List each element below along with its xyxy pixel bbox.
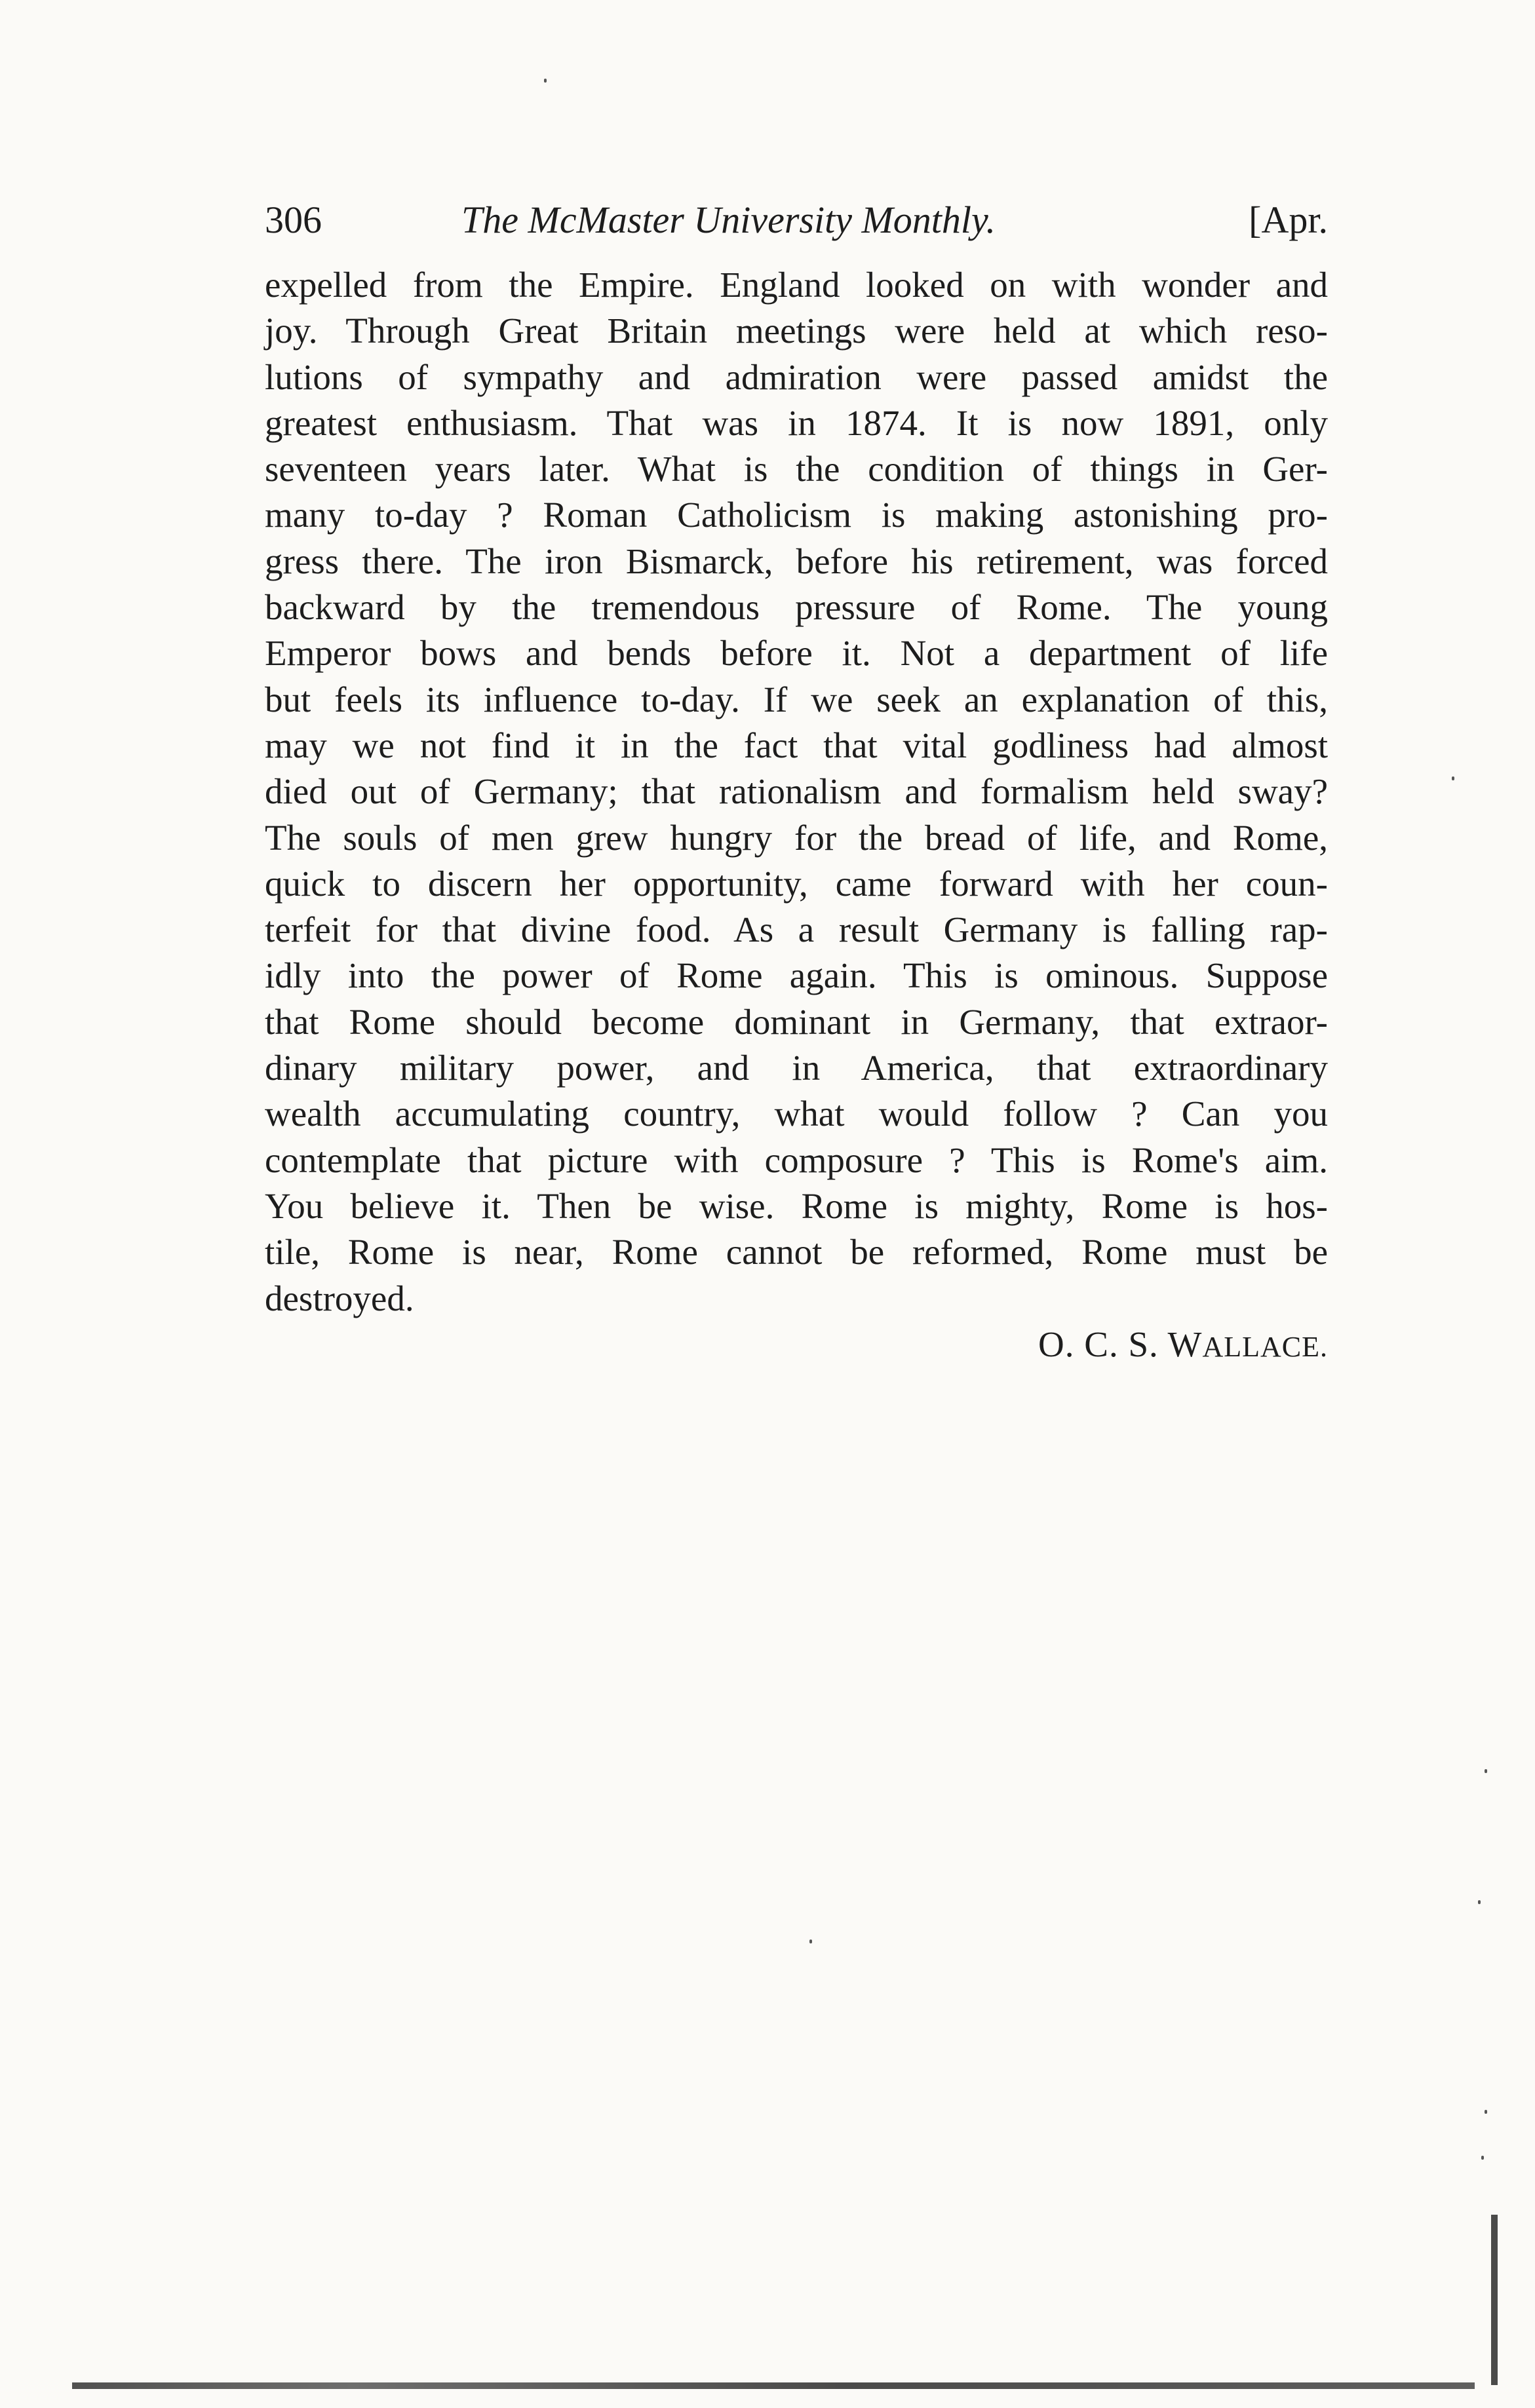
text-line: gress there. The iron Bismarck, before his retirement, was forced [265, 541, 1328, 581]
scan-speck [1481, 2156, 1484, 2160]
scan-edge-bottom [72, 2382, 1475, 2389]
text-line: many to-day ? Roman Catholicism is making astonishing pro- [265, 495, 1328, 535]
text-line: lutions of sympathy and admiration were passed amidst the [265, 356, 1328, 397]
text-line: dinary military power, and in America, that extraordinary [265, 1048, 1328, 1088]
scan-speck [1485, 1769, 1487, 1773]
text-line: greatest enthusiasm. That was in 1874. It is now 1891, only [265, 402, 1328, 443]
body-paragraph [265, 262, 1328, 1322]
text-line: backward by the tremendous pressure of Rome. The young [265, 587, 1328, 628]
text-line: expelled from the Empire. England looked on with wonder and [265, 265, 1328, 305]
text-line: tile, Rome is near, Rome cannot be reformed, Rome must be [265, 1232, 1328, 1272]
text-line: but feels its influence to-day. If we seek an explanation of this, [265, 679, 1328, 719]
text-line: Emperor bows and bends before it. Not a department of life [265, 633, 1328, 674]
scan-speck [544, 79, 547, 83]
scan-speck [809, 1940, 812, 1943]
text-line: wealth accumulating country, what would follow ? Can you [265, 1094, 1328, 1134]
text-line: The souls of men grew hungry for the bread of life, and Rome, [265, 817, 1328, 858]
text-line: idly into the power of Rome again. This is ominous. Suppose [265, 955, 1328, 996]
running-month: [Apr. [1249, 199, 1328, 241]
text-line: that Rome should become dominant in Germany, that extraor- [265, 1001, 1328, 1042]
running-title: The McMaster University Monthly. [461, 199, 996, 241]
text-line: died out of Germany; that rationalism and formalism held sway? [265, 771, 1328, 812]
text-line: You believe it. Then be wise. Rome is mighty, Rome is hos- [265, 1185, 1328, 1226]
running-header [265, 194, 1328, 246]
text-line: contemplate that picture with composure ? This is Rome's aim. [265, 1139, 1328, 1180]
author-signature [1038, 1322, 1328, 1370]
text-line: may we not find it in the fact that vital godliness had almost [265, 725, 1328, 765]
scan-edge-right [1491, 2215, 1498, 2385]
scan-speck [1452, 776, 1454, 780]
text-line: seventeen years later. What is the condition of things in Ger- [265, 449, 1328, 489]
text-line: joy. Through Great Britain meetings were held at which reso- [265, 311, 1328, 351]
text-line: terfeit for that divine food. As a result Germany is falling rap- [265, 909, 1328, 950]
scan-speck [1485, 2110, 1487, 2114]
scan-speck [1478, 1900, 1481, 1904]
signature-initials: O. C. S. W [1038, 1324, 1203, 1364]
page-number: 306 [265, 199, 322, 241]
signature-surname: ALLACE. [1202, 1331, 1328, 1363]
text-line: destroyed. [265, 1278, 414, 1318]
text-line: quick to discern her opportunity, came forward with her coun- [265, 863, 1328, 904]
